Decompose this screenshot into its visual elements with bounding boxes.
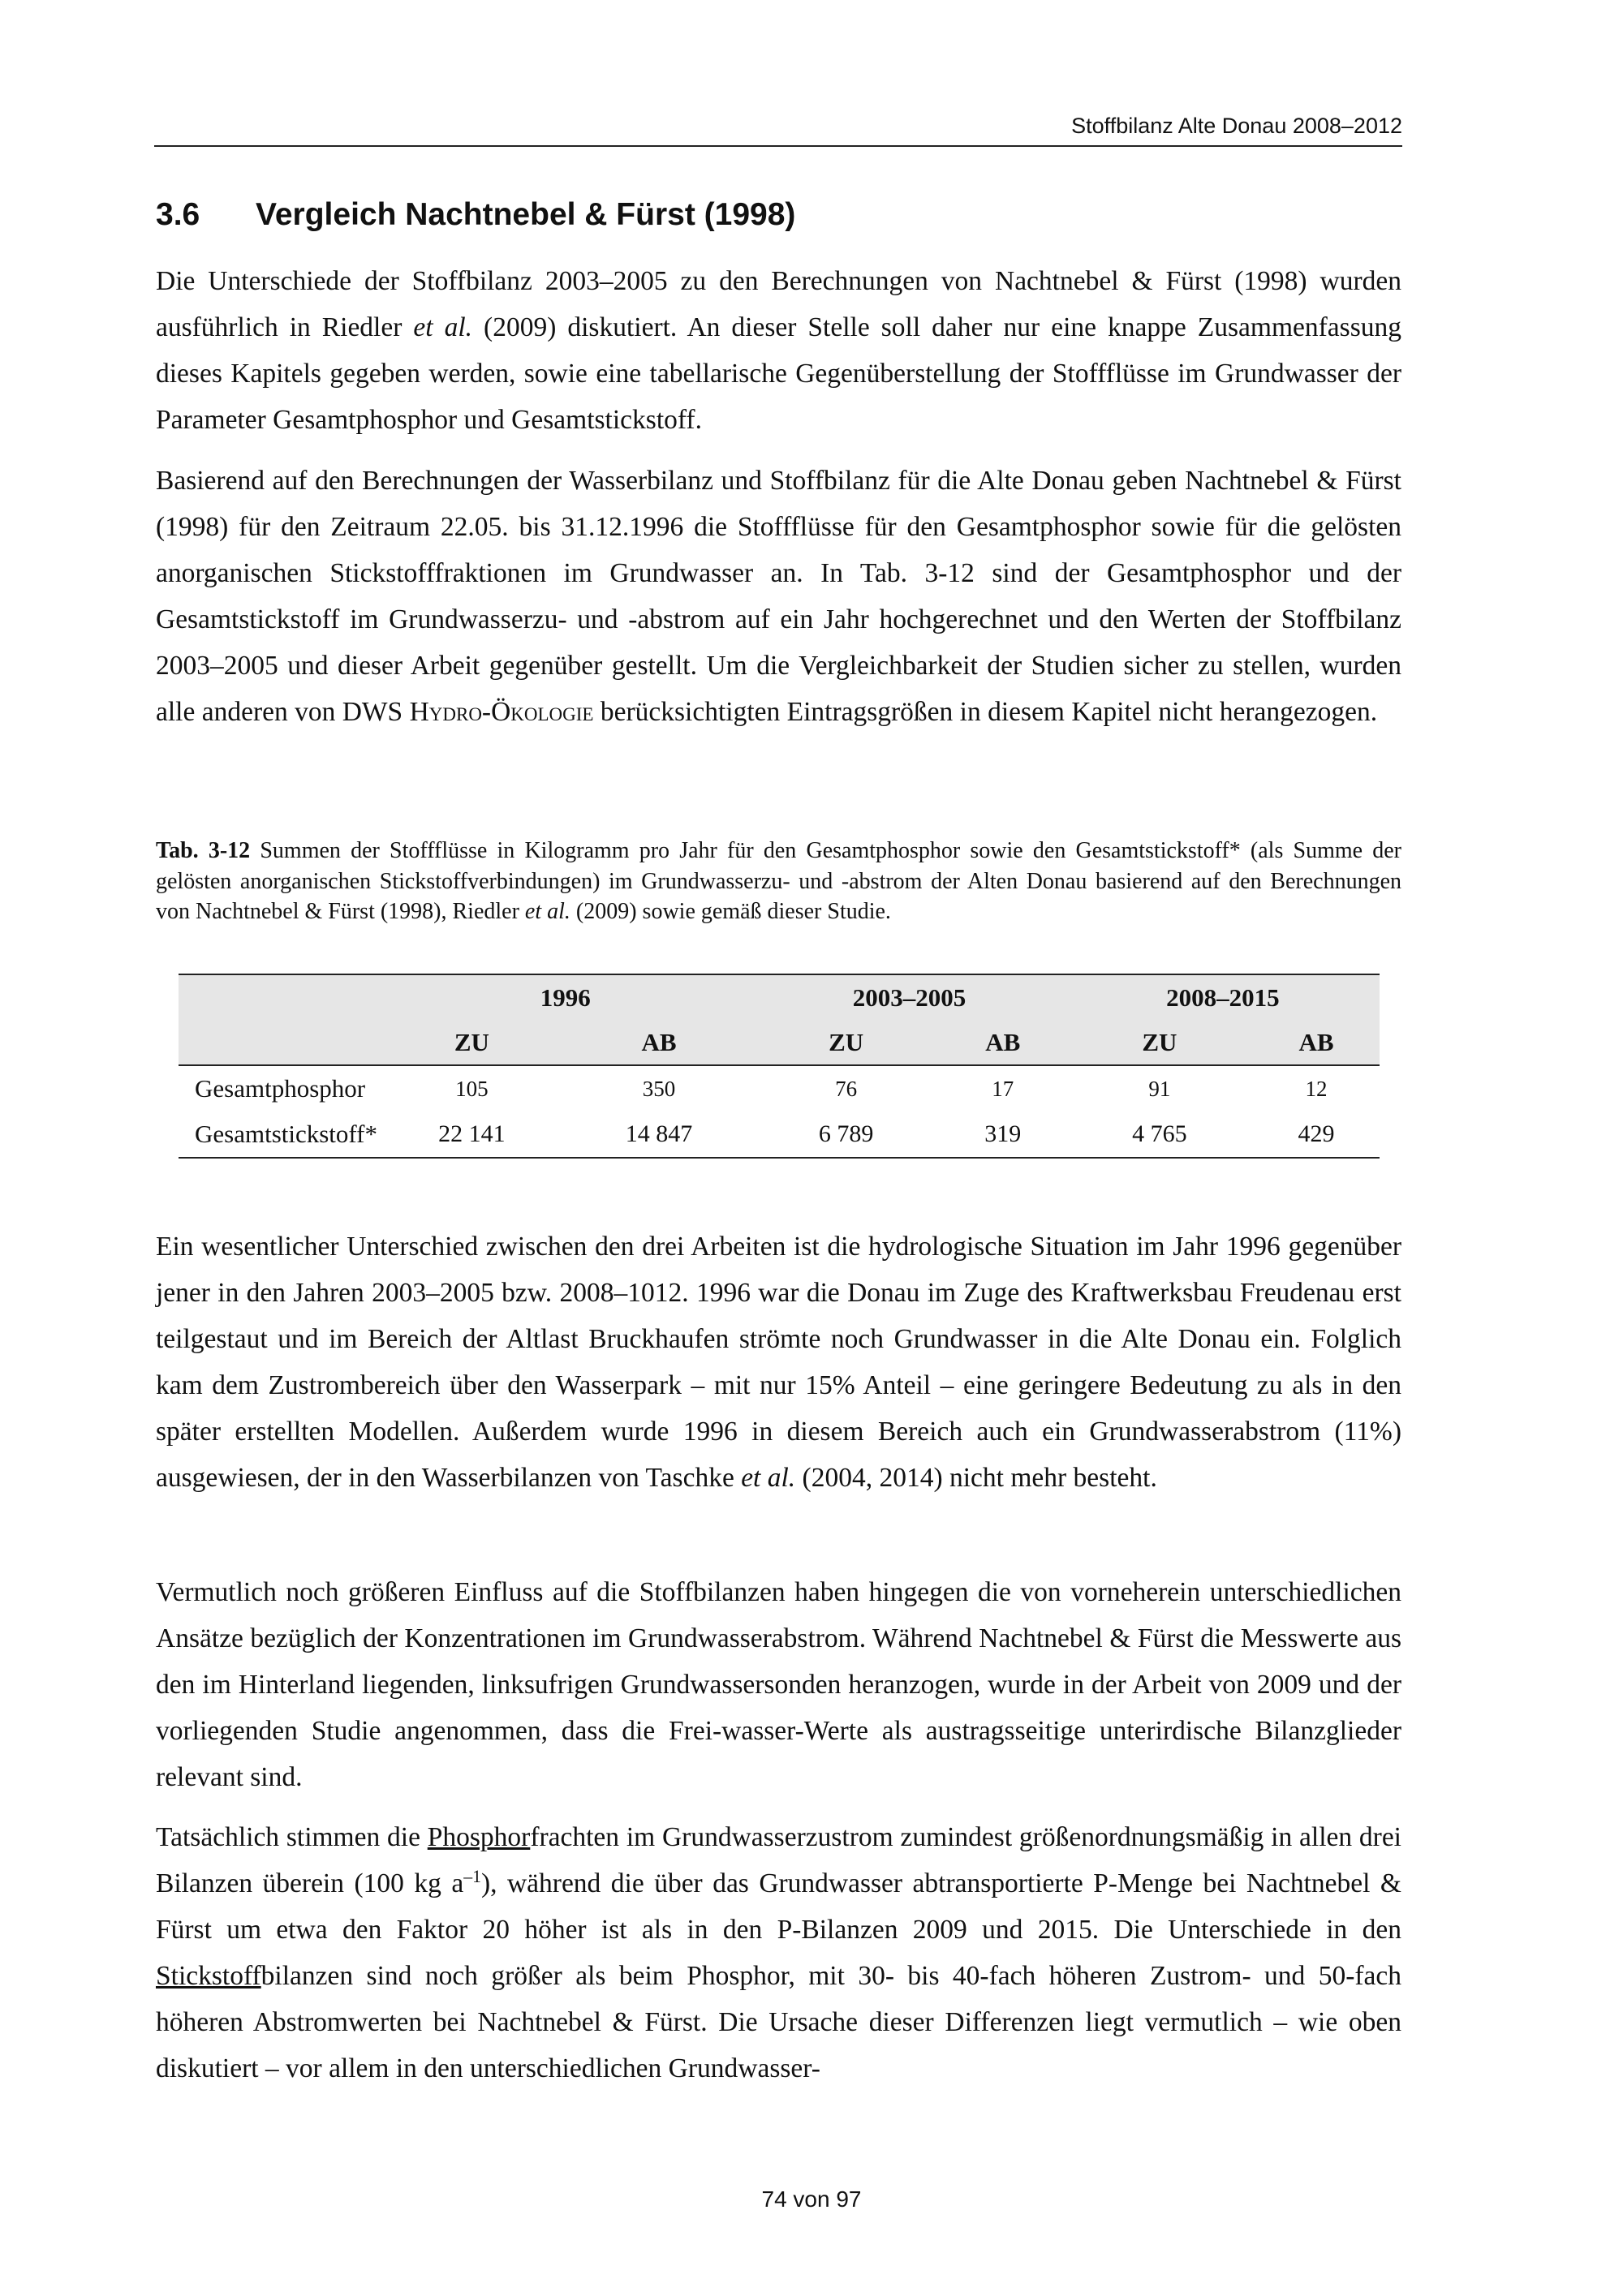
section-title: Vergleich Nachtnebel & Fürst (1998) [256, 197, 796, 232]
period-header: 2003–2005 [752, 974, 1065, 1020]
organization-name: Hydro-Ökologie [409, 697, 594, 727]
table-subheader-row [179, 1020, 1380, 1065]
running-header: Stoffbilanz Alte Donau 2008–2012 [154, 114, 1402, 147]
table-row [179, 1065, 1380, 1111]
table-cell: 14 847 [566, 1111, 753, 1158]
subheader-cell: AB [1253, 1020, 1380, 1065]
subheader-cell: AB [940, 1020, 1066, 1065]
paragraph-2: Basierend auf den Berechnungen der Wasserbilanz und Stoffbilanz für die Alte Donau geben Nachtnebel & Fürst (1998) für den Zeitraum 22.05. bis 31.12.1996 die Stoffflüsse für den Gesamtphosphor sowie für die gelösten anorganischen Stickstofffraktionen im Grundwasser an. In Tab. 3-12 sind der Gesamtphosphor und der Gesamtstickstoff im Grundwasserzu- und -abstrom auf ein Jahr hochgerechnet und den Werten der Stoffbilanz 2003–2005 und dieser Arbeit gegenüber gestellt. Um die Vergleichbarkeit der Studien sicher zu stellen, wurden alle anderen von DWS Hydro-Ökologie berücksichtigten Eintragsgrößen in diesem Kapitel nicht herangezogen. [156, 466, 1401, 727]
subheader-cell: ZU [378, 1020, 566, 1065]
table-cell: 4 765 [1066, 1111, 1253, 1158]
table-caption: Tab. 3-12 Summen der Stoffflüsse in Kilogramm pro Jahr für den Gesamtphosphor sowie den Gesamtstickstoff* (als Summe der gelösten anorganischen Stickstoffverbindungen) im Grundwasserzu- und -abstrom der Alten Donau basierend auf den Berechnungen von Nachtnebel & Fürst (1998), Riedler et al. (2009) sowie gemäß dieser Studie. [156, 838, 1401, 924]
page-number: 74 von 97 [761, 2186, 862, 2212]
table-cell: 12 [1305, 1076, 1328, 1101]
underlined-term-stickstoff: Stickstoff [156, 1961, 261, 1991]
stoffflusse-table [179, 974, 1380, 1159]
section-heading [156, 197, 795, 233]
row-label: Gesamtphosphor [195, 1074, 366, 1103]
period-header: 1996 [378, 974, 752, 1020]
table-cell: 22 141 [378, 1111, 566, 1158]
table-cell: 350 [642, 1076, 676, 1101]
table-corner-cell [179, 1020, 378, 1065]
subheader-cell: ZU [1066, 1020, 1253, 1065]
subheader-cell: ZU [752, 1020, 939, 1065]
paragraph-1: Die Unterschiede der Stoffbilanz 2003–2005 zu den Berechnungen von Nachtnebel & Fürst (1998) wurden ausführlich in Riedler et al. (2009) diskutiert. An dieser Stelle soll daher nur eine knappe Zusammenfassung dieses Kapitels gegeben werden, sowie eine tabellarische Gegenüberstellung der Stoffflüsse im Grundwasser der Parameter Gesamtphosphor und Gesamtstickstoff. [156, 266, 1401, 435]
section-number: 3.6 [156, 197, 200, 232]
table-cell: 319 [940, 1111, 1066, 1158]
paragraph-5: Tatsächlich stimmen die Phosphorfrachten im Grundwasserzustrom zumindest größenordnungsmäßig in allen drei Bilanzen überein (100 kg $a^{-1}$), während die über das Grundwasser abtransportierte P-Menge bei Nachtnebel & Fürst um etwa den Faktor 20 höher ist als in den P-Bilanzen 2009 und 2015. Die Unterschiede in den Stickstoffbilanzen sind noch größer als beim Phosphor, mit 30- bis 40-fach höheren Zustrom- und 50-fach höheren Abstromwerten bei Nachtnebel & Fürst. Die Ursache dieser Differenzen liegt vermutlich – wie oben diskutiert – vor allem in den unterschiedlichen Grundwasser- [156, 1822, 1401, 2083]
underlined-term-phosphor: Phosphor [427, 1822, 531, 1852]
period-header: 2008–2015 [1066, 974, 1380, 1020]
table-caption-label: Tab. 3-12 [156, 838, 251, 863]
table-cell: 76 [835, 1076, 858, 1101]
table-cell: 17 [992, 1076, 1014, 1101]
table-row [179, 1111, 1380, 1158]
table-cell: 105 [455, 1076, 489, 1101]
table-cell: 91 [1148, 1076, 1171, 1101]
table-period-header-row [179, 974, 1380, 1020]
paragraph-3: Ein wesentlicher Unterschied zwischen den drei Arbeiten ist die hydrologische Situation im Jahr 1996 gegenüber jener in den Jahren 2003–2005 bzw. 2008–1012. 1996 war die Donau im Zuge des Kraftwerksbau Freudenau erst teilgestaut und im Bereich der Altlast Bruckhaufen strömte noch Grundwasser in die Alte Donau ein. Folglich kam dem Zustrombereich über den Wasserpark – mit nur 15% Anteil – eine geringere Bedeutung zu als in den später erstellten Modellen. Außerdem wurde 1996 in diesem Bereich auch ein Grundwasserabstrom (11%) ausgewiesen, der in den Wasserbilanzen von Taschke et al. (2004, 2014) nicht mehr besteht. [156, 1232, 1401, 1493]
paragraph-4: Vermutlich noch größeren Einfluss auf die Stoffbilanzen haben hingegen die von vorneherein unterschiedlichen Ansätze bezüglich der Konzentrationen im Grundwasserabstrom. Während Nachtnebel & Fürst die Messwerte aus den im Hinterland liegenden, linksufrigen Grundwassersonden heranzogen, wurde in der Arbeit von 2009 und der vorliegenden Studie angenommen, dass die Frei-wasser-Werte als austragsseitige unterirdische Bilanzglieder relevant sind. [156, 1577, 1401, 1792]
table-corner-cell [179, 974, 378, 1020]
table-cell: 6 789 [752, 1111, 939, 1158]
table-cell: 429 [1253, 1111, 1380, 1158]
row-label: Gesamtstickstoff* [179, 1111, 378, 1158]
subheader-cell: AB [566, 1020, 753, 1065]
